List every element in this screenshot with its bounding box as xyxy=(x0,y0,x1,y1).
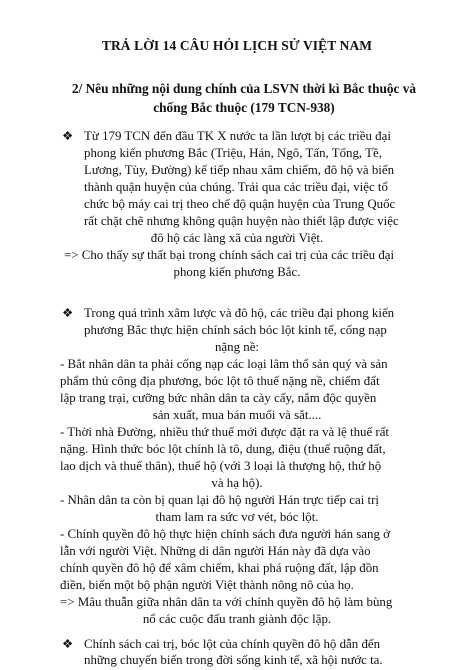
paragraph-line: nặng nề: xyxy=(214,340,260,354)
paragraph-line: phương Bắc thực hiện chính sách bóc lột kinh tế, cống nạp xyxy=(84,323,387,337)
paragraph-line: thành quận huyện của chúng. Trải qua các triều đại, việc tổ xyxy=(84,180,388,194)
paragraph-line: Chính sách cai trị, bóc lột của chính quyền đô hộ dẫn đến xyxy=(84,637,381,651)
diamond-bullet-icon: ❖ xyxy=(62,637,74,651)
paragraph-line: nặng. Hình thức bóc lột chính là tô, dung, điệu (thuế ruộng đất, xyxy=(60,442,386,456)
paragraph-line: - Nhân dân ta còn bị quan lại đô hộ người Hán trực tiếp cai trị xyxy=(60,493,379,507)
paragraph-line: lao dịch và thuế thân), thuế hộ (với 3 loại là thượng hộ, thứ hộ xyxy=(60,459,382,473)
paragraph-line: lập trang trại, cưỡng bức nhân dân ta cày cấy, nắm độc quyền xyxy=(60,391,377,405)
conclusion-line: nổ các cuộc đấu tranh giành độc lập. xyxy=(142,612,332,626)
question-heading: 2/ Nêu những nội dung chính của LSVN thời kì Bắc thuộc và chống Bắc thuộc (179 TCN-938) xyxy=(71,81,417,115)
document-title: TRẢ LỜI 14 CÂU HỎI LỊCH SỬ VIỆT NAM xyxy=(101,38,373,53)
paragraph-line: Lương, Tùy, Đường) kế tiếp nhau xâm chiếm, đô hộ và biến xyxy=(84,163,395,177)
paragraph-line: điền, biến một bộ phận người Việt thành nông nô của họ. xyxy=(60,578,354,592)
paragraph-line: những chuyển biến trong đời sống kinh tế, xã hội nước ta. xyxy=(84,653,383,667)
paragraph-line: chính quyền đô hộ để xâm chiếm, khai phá ruộng đất, lập đồn xyxy=(60,561,379,575)
paragraph-line: phẩm thủ công địa phương, bóc lột tô thuế nặng nề, chiếm đất xyxy=(60,374,380,388)
paragraph-line: Từ 179 TCN đến đầu TK X nước ta lần lượt bị các triều đại xyxy=(84,129,391,143)
conclusion-line: => Cho thấy sự thất bại trong chính sách cai trị của các triều đại xyxy=(64,248,395,262)
paragraph-line: - Chính quyền đô hộ thực hiện chính sách đưa người hán sang ở xyxy=(60,527,390,541)
paragraph-line: - Thời nhà Đường, nhiều thứ thuế mới được đặt ra và lệ thuế rất xyxy=(60,425,389,439)
paragraph-line: và hạ hộ). xyxy=(211,476,263,490)
paragraph-line: rất chặt chẽ nhưng không quận huyện nào thiết lập được việc xyxy=(84,214,399,228)
paragraph-line: Trong quá trình xâm lược và đô hộ, các triều đại phong kiến xyxy=(84,306,395,320)
conclusion-line: phong kiến phương Bắc. xyxy=(173,265,301,279)
conclusion-line: => Mâu thuẫn giữa nhân dân ta với chính quyền đô hộ làm bùng xyxy=(60,595,393,609)
paragraph-line: tham lam ra sức vơ vét, bóc lột. xyxy=(155,510,319,524)
diamond-bullet-icon: ❖ xyxy=(62,129,74,143)
diamond-bullet-icon: ❖ xyxy=(62,306,74,320)
paragraph-line: đô hộ các làng xã của người Việt. xyxy=(150,231,324,245)
paragraph-line: chức bộ máy cai trị theo chế độ quận huyện của Trung Quốc xyxy=(84,197,396,211)
paragraph-line: lẫn với người Việt. Những di dân người Hán này đã dựa vào xyxy=(60,544,371,558)
paragraph-line: phong kiến phương Bắc (Triệu, Hán, Ngô, Tấn, Tống, Tề, xyxy=(84,146,382,160)
paragraph-line: sản xuất, mua bán muối và sắt.... xyxy=(152,408,322,422)
paragraph-line: - Bắt nhân dân ta phải cống nạp các loại lâm thổ sản quý và sản xyxy=(60,357,388,371)
